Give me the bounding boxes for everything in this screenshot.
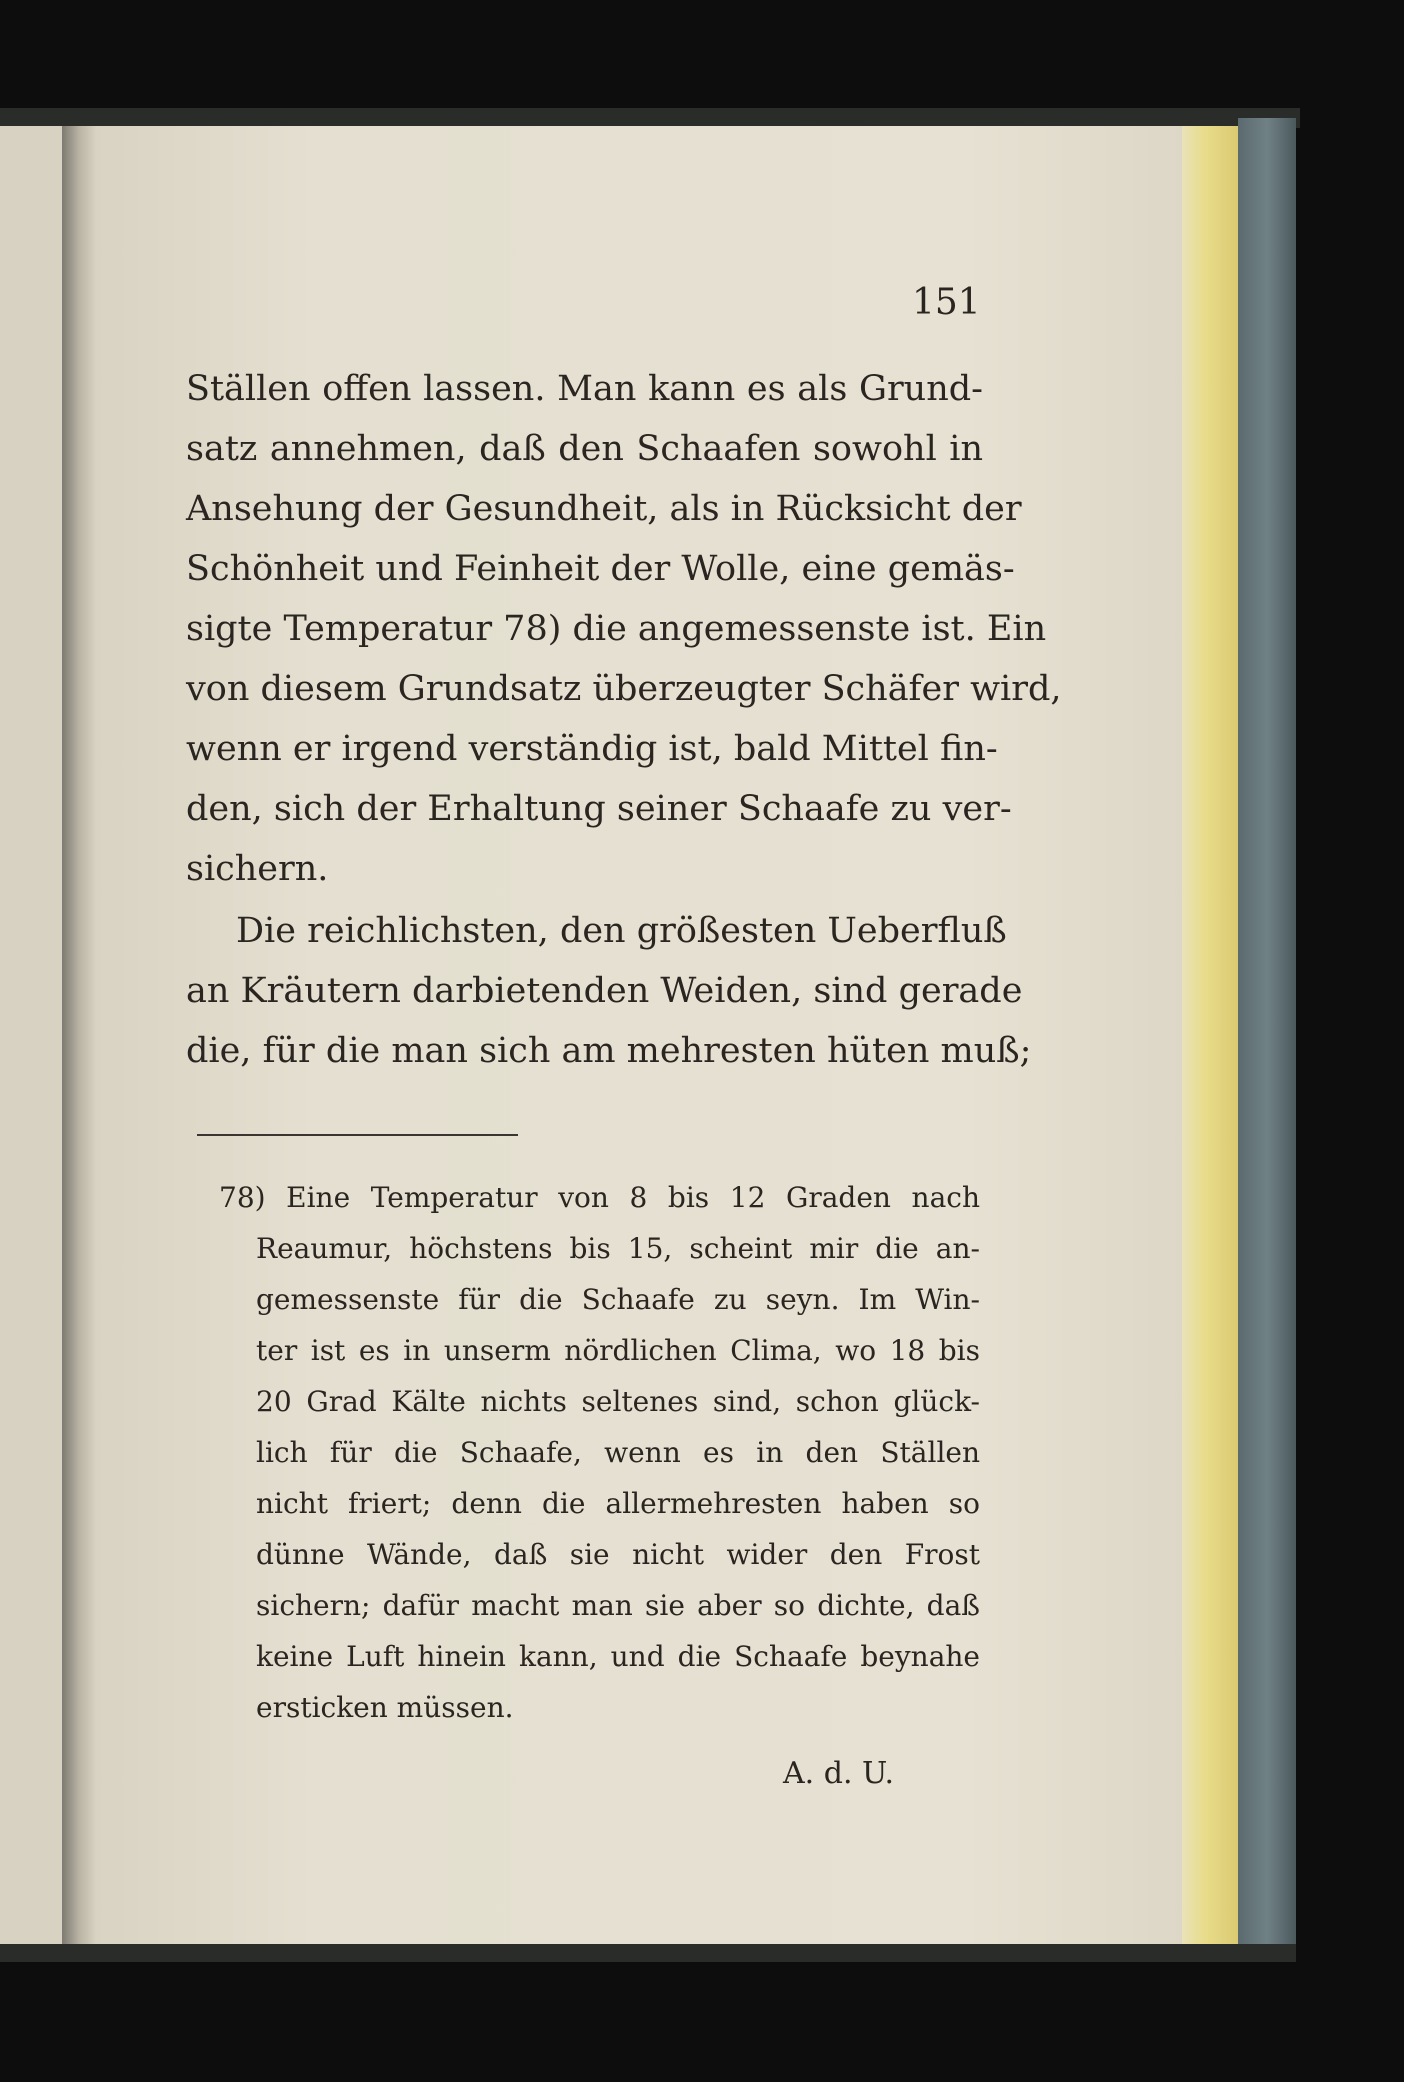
- footnote-line: dünne Wände, daß sie nicht wider den Frost: [256, 1538, 980, 1571]
- footnote-line: ersticken müssen.: [256, 1691, 514, 1724]
- page-gutter: [62, 126, 96, 1946]
- footnote-line: 20 Grad Kälte nichts seltenes sind, schon glück-: [256, 1385, 980, 1418]
- text-line: von diesem Grundsatz überzeugter Schäfer wird,: [186, 669, 1062, 709]
- book-bottom-shadow: [0, 1944, 1296, 1962]
- footnote-signature: A. d. U.: [783, 1756, 895, 1791]
- book-cover: [1238, 118, 1296, 1958]
- book-top-shadow: [0, 108, 1300, 128]
- text-line: sigte Temperatur 78) die angemessenste ist. Ein: [186, 609, 1047, 649]
- footnote-line: sichern; dafür macht man sie aber so dichte, daß: [256, 1589, 980, 1622]
- text-line: Schönheit und Feinheit der Wolle, eine gemäs-: [186, 549, 1015, 589]
- text-line: Ställen offen lassen. Man kann es als Grund-: [186, 369, 983, 409]
- page-number: 151: [912, 282, 981, 323]
- footnote-line: 78) Eine Temperatur von 8 bis 12 Graden nach: [219, 1181, 980, 1214]
- footnote-line: lich für die Schaafe, wenn es in den Ställen: [256, 1436, 980, 1469]
- text-line: sichern.: [186, 849, 329, 889]
- text-line: an Kräutern darbietenden Weiden, sind gerade: [186, 971, 1023, 1011]
- footnote-rule: [197, 1134, 518, 1136]
- left-page-sliver: [0, 126, 66, 1946]
- footnote-line: nicht friert; denn die allermehresten haben so: [256, 1487, 980, 1520]
- text-line: die, für die man sich am mehresten hüten muß;: [186, 1031, 1032, 1071]
- text-line: Ansehung der Gesundheit, als in Rücksicht der: [186, 489, 1022, 529]
- footnote-line: Reaumur, höchstens bis 15, scheint mir die an-: [256, 1232, 980, 1265]
- text-line: Die reichlichsten, den größesten Ueberfluß: [236, 911, 1007, 951]
- footnote-line: gemessenste für die Schaafe zu seyn. Im Win-: [256, 1283, 980, 1316]
- footnote-line: keine Luft hinein kann, und die Schaafe beynahe: [256, 1640, 980, 1673]
- text-line: satz annehmen, daß den Schaafen sowohl in: [186, 429, 983, 469]
- footnote-line: ter ist es in unserm nördlichen Clima, wo 18 bis: [256, 1334, 980, 1367]
- page-edges: [1182, 126, 1240, 1954]
- text-line: den, sich der Erhaltung seiner Schaafe zu ver-: [186, 789, 1012, 829]
- text-line: wenn er irgend verständig ist, bald Mittel fin-: [186, 729, 998, 769]
